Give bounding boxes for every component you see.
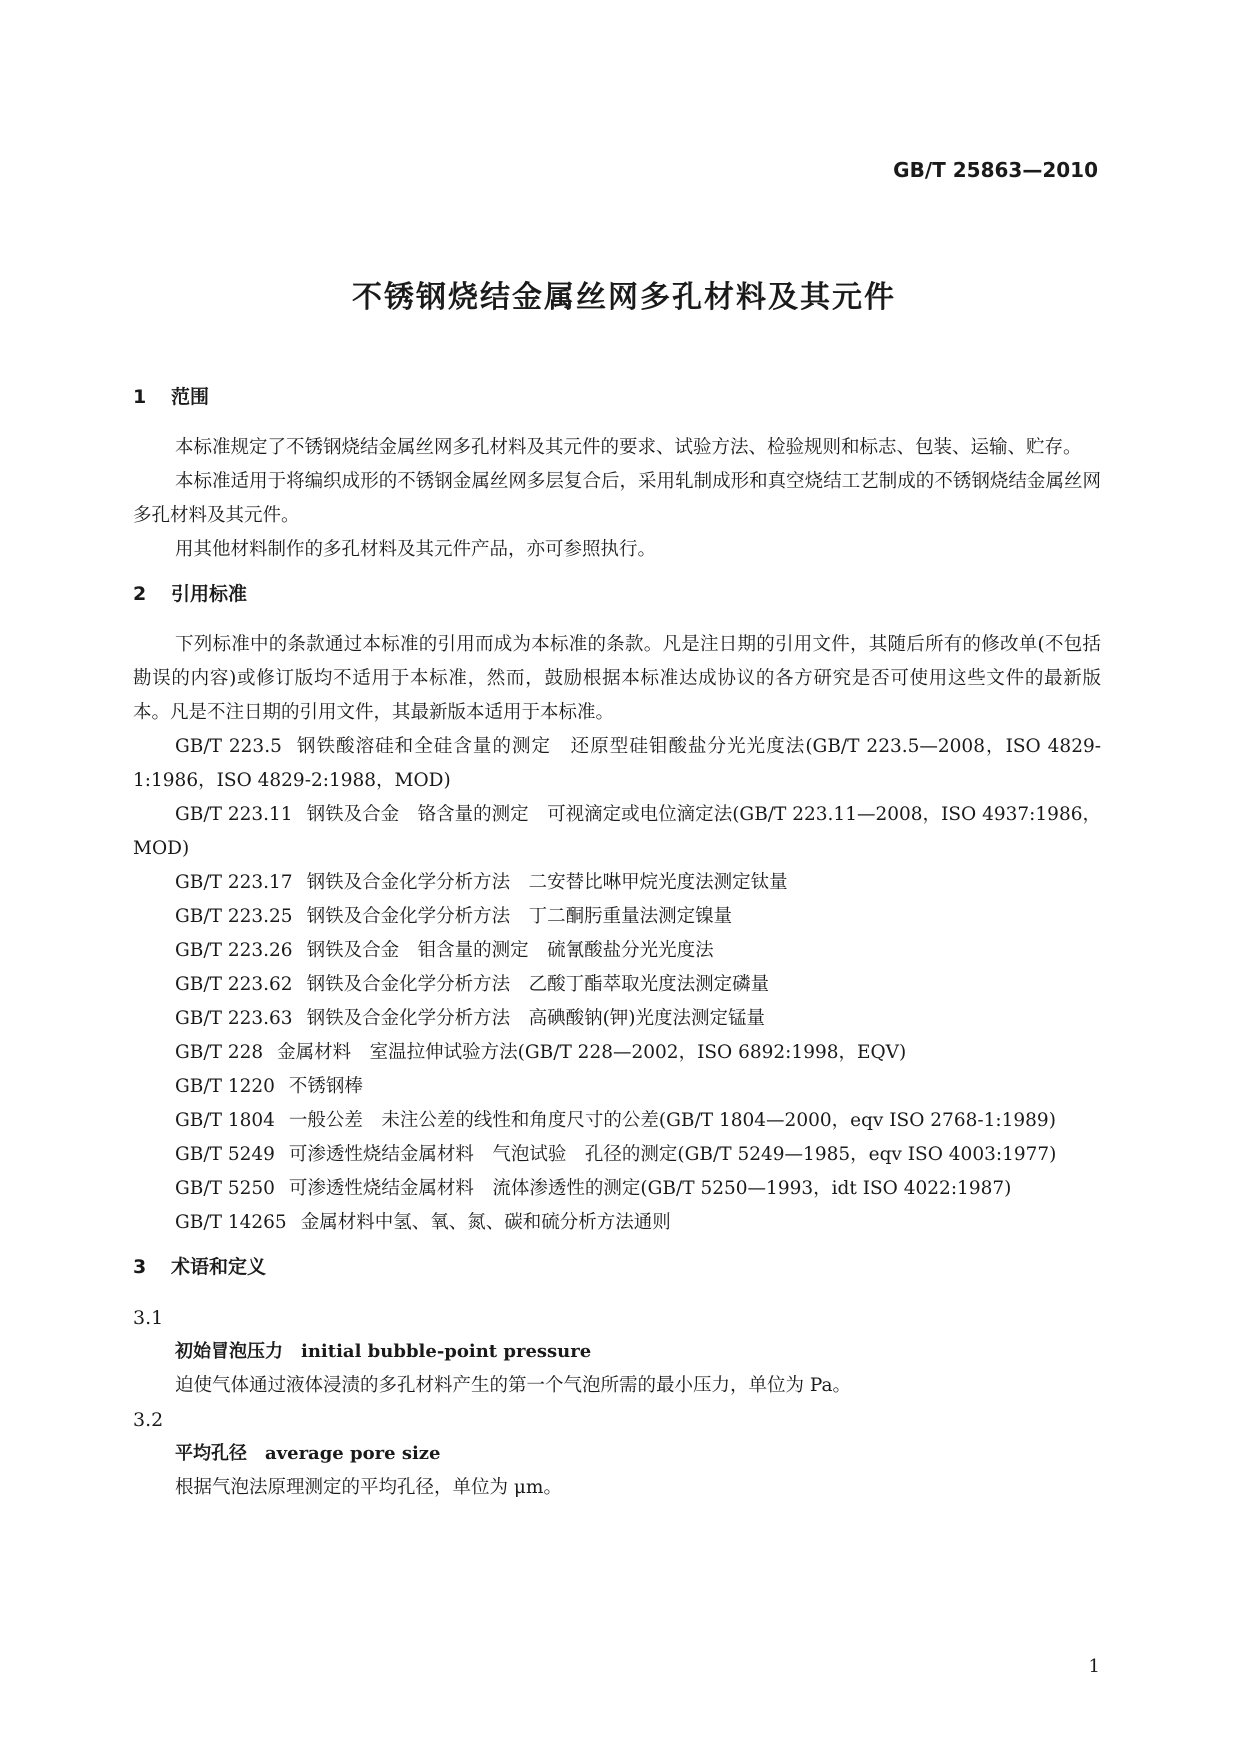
term-number: 3.1 (133, 1307, 164, 1329)
reference-code: GB/T 1804 (175, 1110, 275, 1131)
section-heading-scope (133, 382, 1101, 409)
reference-item (133, 1002, 1101, 1036)
reference-code: GB/T 223.5 (175, 736, 282, 757)
section-number: 2 (133, 583, 147, 605)
reference-code: GB/T 223.25 (175, 906, 293, 927)
reference-code: GB/T 223.63 (175, 1008, 293, 1029)
section-title: 术语和定义 (171, 1256, 267, 1278)
section-title: 引用标准 (171, 583, 248, 605)
reference-text: 可渗透性烧结金属材料 流体渗透性的测定(GB/T 5250—1993，idt ISO 4022:1987) (288, 1178, 1012, 1199)
reference-text: 钢铁及合金化学分析方法 乙酸丁酯萃取光度法测定磷量 (306, 974, 770, 995)
reference-item (133, 900, 1101, 934)
standard-code: GB/T 25863—2010 (893, 158, 1098, 182)
reference-code: GB/T 223.26 (175, 940, 293, 961)
reference-text: 不锈钢棒 (288, 1076, 363, 1097)
reference-code: GB/T 223.17 (175, 872, 293, 893)
term-zh: 平均孔径 (175, 1443, 247, 1464)
reference-code: GB/T 228 (175, 1042, 264, 1063)
reference-code: GB/T 223.62 (175, 974, 293, 995)
reference-text: 钢铁及合金 铬含量的测定 可视滴定或电位滴定法(GB/T 223.11—2008，ISO 4937:1986，MOD) (133, 804, 1101, 859)
section-number: 3 (133, 1256, 147, 1278)
term-title (133, 1437, 1101, 1471)
term-definition: 根据气泡法原理测定的平均孔径，单位为 μm。 (175, 1477, 562, 1498)
page-number: 1 (1088, 1656, 1100, 1677)
reference-item (133, 968, 1101, 1002)
term-en: initial bubble-point pressure (301, 1341, 592, 1362)
section-heading-references (133, 579, 1101, 606)
reference-text: 钢铁及合金 钼含量的测定 硫氰酸盐分光光度法 (306, 940, 714, 961)
reference-code: GB/T 14265 (175, 1212, 287, 1233)
paragraph: 用其他材料制作的多孔材料及其元件产品，亦可参照执行。 (175, 539, 657, 560)
reference-text: 可渗透性烧结金属材料 气泡试验 孔径的测定(GB/T 5249—1985，eqv ISO 4003:1977) (288, 1144, 1057, 1165)
reference-item (133, 1138, 1101, 1172)
reference-text: 金属材料中氢、氧、氮、碳和硫分析方法通则 (300, 1212, 671, 1233)
reference-text: 一般公差 未注公差的线性和角度尺寸的公差(GB/T 1804—2000，eqv ISO 2768-1:1989) (288, 1110, 1056, 1131)
term-en: average pore size (265, 1443, 441, 1464)
section-title: 范围 (171, 386, 210, 408)
reference-item (133, 1172, 1101, 1206)
reference-item (133, 730, 1101, 798)
reference-text: 钢铁及合金化学分析方法 二安替比啉甲烷光度法测定钛量 (306, 872, 788, 893)
reference-text: 钢铁及合金化学分析方法 高碘酸钠(钾)光度法测定锰量 (306, 1008, 765, 1029)
term-title (133, 1335, 1101, 1369)
reference-code: GB/T 5249 (175, 1144, 275, 1165)
reference-item (133, 798, 1101, 866)
paragraph: 本标准适用于将编织成形的不锈钢金属丝网多层复合后，采用轧制成形和真空烧结工艺制成的不锈钢烧结金属丝网多孔材料及其元件。 (133, 471, 1101, 526)
reference-text: 钢铁及合金化学分析方法 丁二酮肟重量法测定镍量 (306, 906, 733, 927)
reference-item (133, 934, 1101, 968)
document-body (133, 382, 1101, 1505)
reference-code: GB/T 1220 (175, 1076, 275, 1097)
paragraph: 下列标准中的条款通过本标准的引用而成为本标准的条款。凡是注日期的引用文件，其随后所有的修改单(不包括勘误的内容)或修订版均不适用于本标准，然而，鼓励根据本标准达成协议的各方研究是否可使用这些文件的最新版本。凡是不注日期的引用文件，其最新版本适用于本标准。 (133, 634, 1101, 723)
section-number: 1 (133, 386, 147, 408)
reference-text: 金属材料 室温拉伸试验方法(GB/T 228—2002，ISO 6892:1998，EQV) (277, 1042, 907, 1063)
section-heading-terms (133, 1252, 1101, 1279)
reference-text: 钢铁酸溶硅和全硅含量的测定 还原型硅钼酸盐分光光度法(GB/T 223.5—2008，ISO 4829-1:1986，ISO 4829-2:1988，MOD) (133, 736, 1101, 791)
reference-item (133, 1206, 1101, 1240)
paragraph: 本标准规定了不锈钢烧结金属丝网多孔材料及其元件的要求、试验方法、检验规则和标志、包装、运输、贮存。 (175, 437, 1082, 458)
term-number: 3.2 (133, 1409, 164, 1431)
reference-item (133, 866, 1101, 900)
document-title: 不锈钢烧结金属丝网多孔材料及其元件 (352, 280, 896, 315)
reference-code: GB/T 5250 (175, 1178, 275, 1199)
reference-item (133, 1070, 1101, 1104)
reference-item (133, 1104, 1101, 1138)
reference-item (133, 1036, 1101, 1070)
term-zh: 初始冒泡压力 (175, 1341, 283, 1362)
reference-code: GB/T 223.11 (175, 804, 293, 825)
term-definition: 迫使气体通过液体浸渍的多孔材料产生的第一个气泡所需的最小压力，单位为 Pa。 (175, 1375, 852, 1396)
